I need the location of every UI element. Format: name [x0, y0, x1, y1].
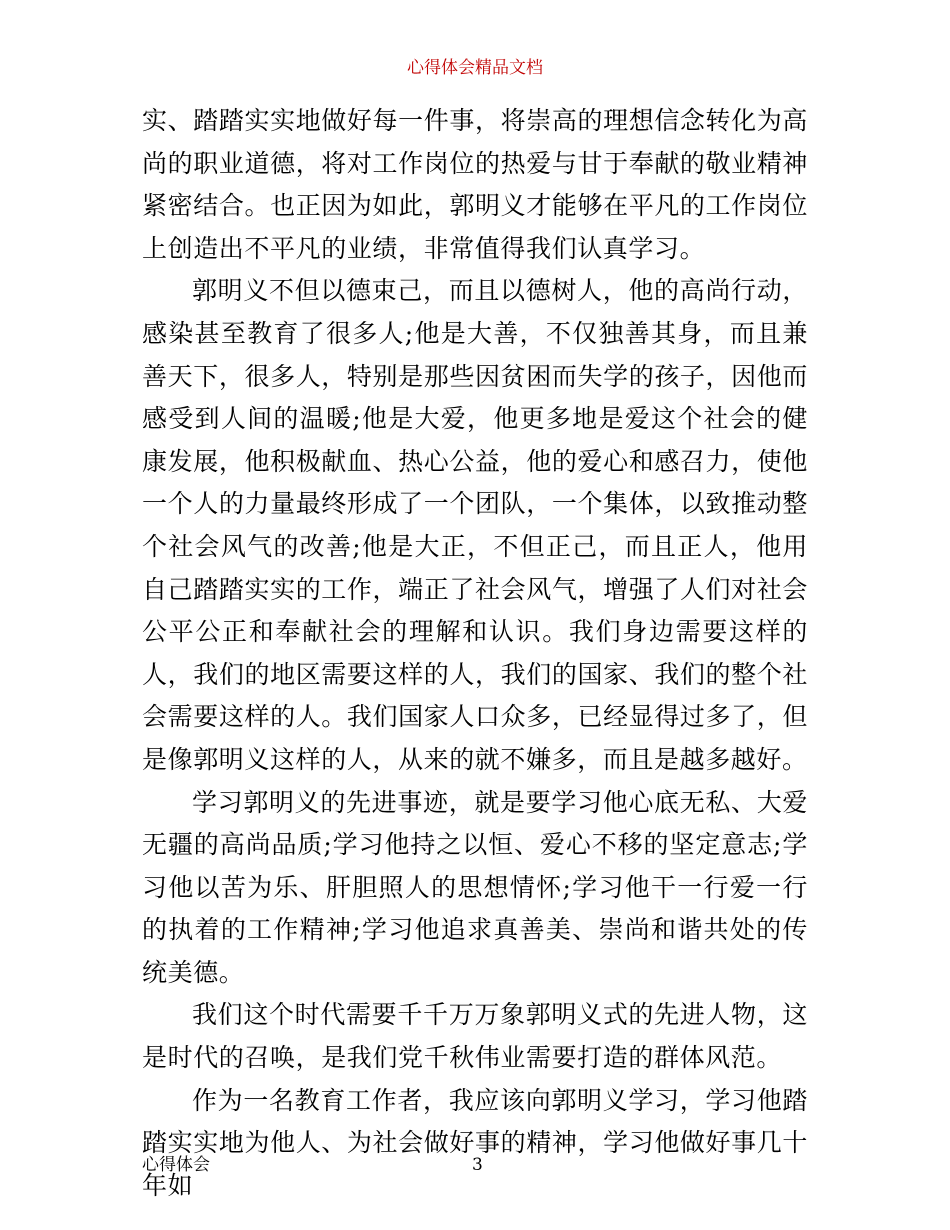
page-footer	[142, 1152, 808, 1178]
paragraph-1: 实、踏踏实实地做好每一件事，将崇高的理想信念转化为高尚的职业道德，将对工作岗位的热爱与甘于奉献的敬业精神紧密结合。也正因为如此，郭明义才能够在平凡的工作岗位上创造出不平凡的业绩，非常值得我们认真学习。	[142, 106, 808, 263]
paragraph-2: 郭明义不但以德束己，而且以德树人，他的高尚行动，感染甚至教育了很多人;他是大善，不仅独善其身，而且兼善天下，很多人，特别是那些因贫困而失学的孩子，因他而感受到人间的温暖;他是大爱，他更多地是爱这个社会的健康发展，他积极献血、热心公益，他的爱心和感召力，使他一个人的力量最终形成了一个团队，一个集体，以致推动整个社会风气的改善;他是大正，不但正己，而且正人，他用自己踏踏实实的工作，端正了社会风气，增强了人们对社会公平公正和奉献社会的理解和认识。我们身边需要这样的人，我们的地区需要这样的人，我们的国家、我们的整个社会需要这样的人。我们国家人口众多，已经显得过多了，但是像郭明义这样的人，从来的就不嫌多，而且是越多越好。	[142, 276, 808, 774]
paragraph-4: 我们这个时代需要千千万万象郭明义式的先进人物，这是时代的召唤，是我们党千秋伟业需要打造的群体风范。	[142, 1000, 808, 1073]
footer-page-number: 3	[472, 1155, 483, 1175]
document-body	[142, 100, 808, 1207]
page-header-title: 心得体会精品文档	[407, 58, 543, 78]
footer-label: 心得体会	[142, 1155, 210, 1175]
paragraph-5: 作为一名教育工作者，我应该向郭明义学习，学习他踏踏实实地为他人、为社会做好事的精神，学习他做好事几十年如	[142, 1085, 808, 1200]
paragraph-3: 学习郭明义的先进事迹，就是要学习他心底无私、大爱无疆的高尚品质;学习他持之以恒、爱心不移的坚定意志;学习他以苦为乐、肝胆照人的思想情怀;学习他干一行爱一行的执着的工作精神;学习他追求真善美、崇尚和谐共处的传统美德。	[142, 787, 808, 987]
